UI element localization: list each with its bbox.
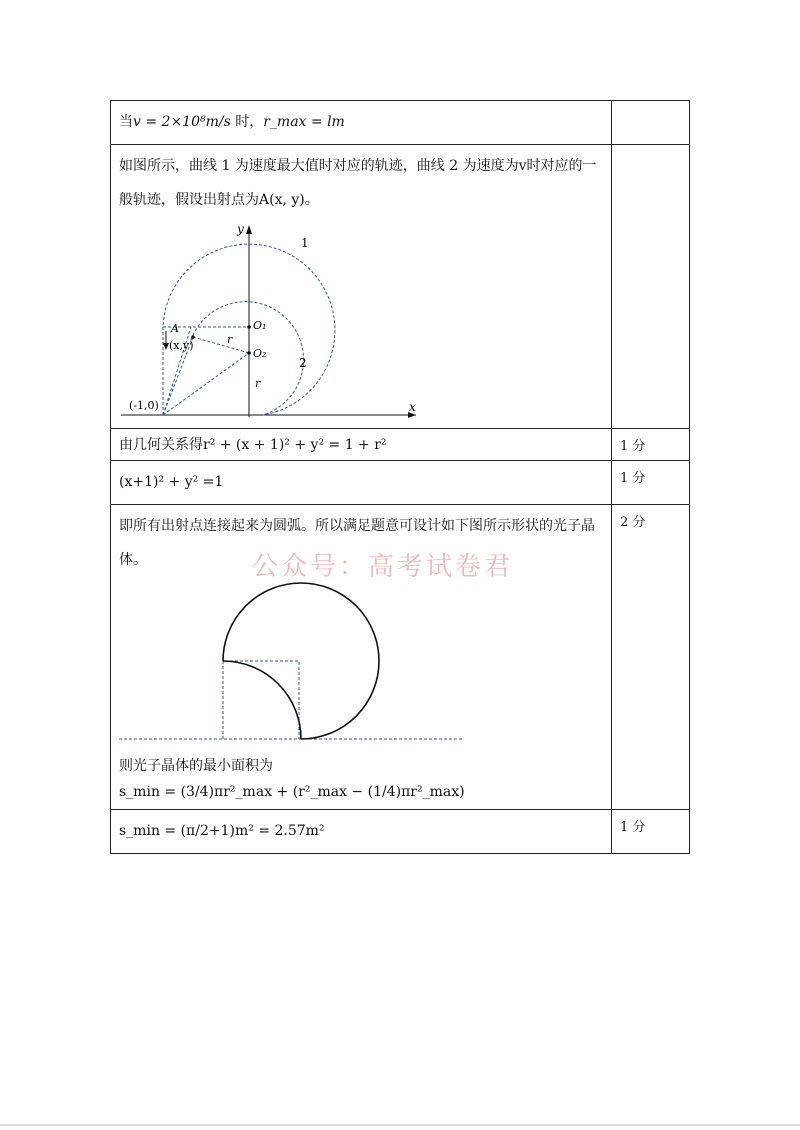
row5-after: 则光子晶体的最小面积为 xyxy=(119,758,273,774)
score-cell xyxy=(612,101,690,145)
row1-prefix: 当 xyxy=(119,114,133,130)
score-cell xyxy=(612,429,690,461)
point-O2 xyxy=(247,351,251,355)
row3-text: 由几何关系得r² + (x + 1)² + y² = 1 + r² xyxy=(119,437,387,453)
dash-origin-O2 xyxy=(163,353,249,415)
table-row xyxy=(111,101,690,145)
dash-A-O2 xyxy=(193,337,249,353)
x-axis-label: x xyxy=(409,400,416,414)
origin-label: (-1,0) xyxy=(129,399,159,412)
answer-cell xyxy=(111,145,612,429)
row2-line2: 般轨迹，假设出射点为A(x, y)。 xyxy=(119,192,319,208)
row4-score: 1 分 xyxy=(620,471,646,486)
y-axis-label: y xyxy=(237,222,244,236)
score-cell xyxy=(612,810,690,854)
page-edge xyxy=(0,1124,800,1126)
r-label-2: r xyxy=(255,377,261,390)
row1-when: 时， xyxy=(230,114,264,130)
row3-score: 1 分 xyxy=(620,439,646,454)
row5-line2: 体。 xyxy=(119,552,147,568)
answer-cell xyxy=(111,810,612,854)
curve1-label: 1 xyxy=(301,236,309,250)
point-O1 xyxy=(247,325,251,329)
pointA-coords-label: (x,y) xyxy=(169,339,194,352)
y-axis-arrow xyxy=(246,225,252,234)
table-row xyxy=(111,145,690,429)
r-label-1: r xyxy=(227,333,233,346)
row1-speed: v = 2×10⁸m/s xyxy=(133,114,231,130)
inner-arc xyxy=(223,661,301,739)
table-row xyxy=(111,461,690,505)
pointA-label: A xyxy=(171,322,179,335)
answer-cell xyxy=(111,461,612,505)
watermark: 公众号：高考试卷君 xyxy=(252,552,514,582)
score-cell xyxy=(612,505,690,810)
answer-cell xyxy=(111,429,612,461)
row2-line1: 如图所示，曲线 1 为速度最大值时对应的轨迹，曲线 2 为速度为v时对应的一 xyxy=(119,158,597,174)
O1-label: O₁ xyxy=(253,319,267,332)
curve-2 xyxy=(191,302,304,415)
row5-score: 2 分 xyxy=(620,515,646,530)
row5-formula: s_min = (3/4)πr²_max + (r²_max − (1/4)πr²_max) xyxy=(119,784,465,800)
table-row xyxy=(111,810,690,854)
answer-cell xyxy=(111,101,612,145)
crystal-shape-figure xyxy=(111,577,611,749)
row4-text: (x+1)² + y² =1 xyxy=(119,474,224,490)
score-cell xyxy=(612,461,690,505)
O2-label: O₂ xyxy=(253,347,267,360)
trajectory-figure xyxy=(111,217,611,427)
row5-line1: 即所有出射点连接起来为圆弧。所以满足题意可设计如下图所示形状的光子晶 xyxy=(119,518,595,534)
dashed-square xyxy=(223,661,299,739)
solution-table xyxy=(110,100,690,854)
score-cell xyxy=(612,145,690,429)
row6-score: 1 分 xyxy=(620,820,646,835)
row6-text: s_min = (π/2+1)m² = 2.57m² xyxy=(119,823,325,839)
row1-rmax: r_max = lm xyxy=(263,114,345,130)
curve2-label: 2 xyxy=(299,356,307,370)
table-row xyxy=(111,429,690,461)
